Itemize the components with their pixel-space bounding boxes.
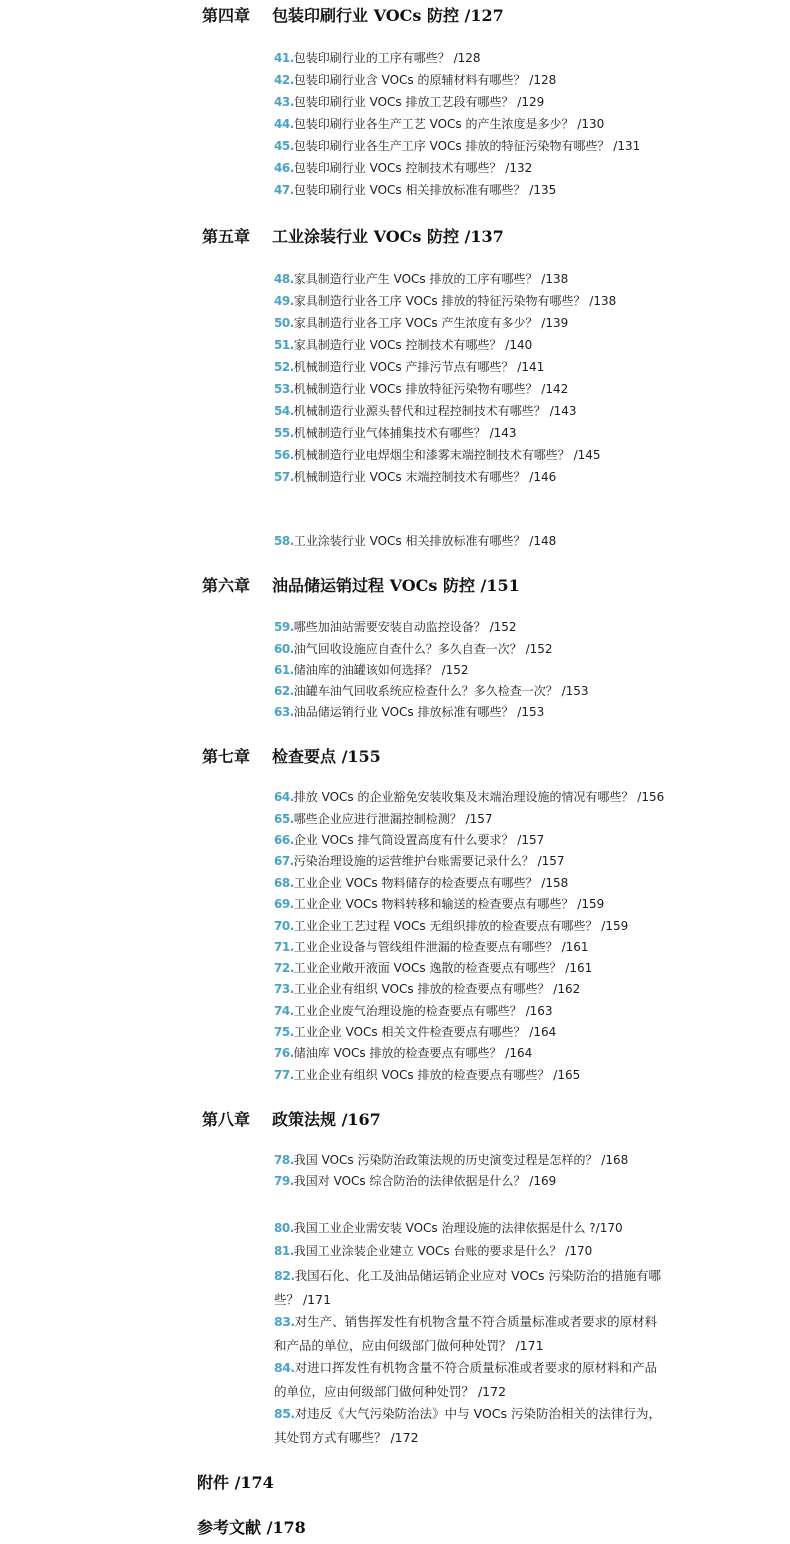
entry-number: 58. xyxy=(274,534,294,548)
chapter-heading xyxy=(202,1109,381,1131)
toc-entry[interactable] xyxy=(274,980,580,998)
toc-entry[interactable] xyxy=(274,788,664,806)
toc-entry[interactable] xyxy=(274,1356,664,1404)
entry-text: 工业企业敞开液面 VOCs 逸散的检查要点有哪些？ /161 xyxy=(293,961,593,975)
toc-entry[interactable] xyxy=(274,661,469,679)
toc-entry[interactable] xyxy=(274,358,544,376)
entry-text: 工业涂装行业 VOCs 相关排放标准有哪些？ /148 xyxy=(293,534,557,548)
toc-entry[interactable] xyxy=(274,1044,532,1062)
toc-entry[interactable] xyxy=(274,852,565,870)
toc-entry[interactable] xyxy=(274,402,577,420)
entry-text: 我国石化、化工及油品储运销企业应对 VOCs 污染防治的措施有哪些？ /171 xyxy=(274,1268,662,1307)
toc-entry[interactable] xyxy=(274,1002,553,1020)
entry-text: 储油库的油罐该如何选择？ /152 xyxy=(293,663,469,677)
entry-number: 67. xyxy=(274,854,294,868)
entry-text: 油气回收设施应自查什么？多久自查一次？ /152 xyxy=(293,642,553,656)
entry-number: 70. xyxy=(274,919,294,933)
entry-number: 76. xyxy=(274,1046,294,1060)
toc-entry[interactable] xyxy=(274,917,628,935)
chapter-heading xyxy=(202,5,504,27)
toc-entry[interactable] xyxy=(274,181,556,199)
entry-number: 62. xyxy=(274,684,294,698)
entry-text: 储油库 VOCs 排放的检查要点有哪些？ /164 xyxy=(293,1046,533,1060)
entry-number: 73. xyxy=(274,982,294,996)
toc-entry[interactable] xyxy=(274,424,517,442)
entry-text: 对违反《大气污染防治法》中与 VOCs 污染防治相关的法律行为，其处罚方式有哪些？ /172 xyxy=(274,1406,662,1445)
toc-entry[interactable] xyxy=(274,1402,664,1450)
toc-entry[interactable] xyxy=(274,1023,556,1041)
entry-number: 57. xyxy=(274,470,294,484)
toc-entry[interactable] xyxy=(274,380,568,398)
entry-number: 41. xyxy=(274,51,294,65)
toc-entry[interactable] xyxy=(274,49,481,67)
toc-entry[interactable] xyxy=(274,959,592,977)
toc-entry[interactable] xyxy=(274,1242,592,1260)
entry-text: 机械制造行业气体捕集技术有哪些？ /143 xyxy=(293,426,517,440)
entry-number: 69. xyxy=(274,897,294,911)
chapter-title: 油品储运销过程 VOCs 防控 /151 xyxy=(272,576,520,595)
entry-text: 企业 VOCs 排气筒设置高度有什么要求？ /157 xyxy=(293,833,545,847)
toc-entry[interactable] xyxy=(274,137,640,155)
entry-text: 机械制造行业 VOCs 末端控制技术有哪些？ /146 xyxy=(293,470,557,484)
toc-entry[interactable] xyxy=(274,270,568,288)
entry-text: 我国对 VOCs 综合防治的法律依据是什么？ /169 xyxy=(293,1174,557,1188)
toc-entry[interactable] xyxy=(274,532,556,550)
toc-entry[interactable] xyxy=(274,71,556,89)
entry-text: 我国 VOCs 污染防治政策法规的历史演变过程是怎样的？ /168 xyxy=(293,1153,629,1167)
entry-text: 工业企业 VOCs 物料转移和输送的检查要点有哪些？ /159 xyxy=(293,897,605,911)
entry-number: 68. xyxy=(274,876,294,890)
entry-number: 65. xyxy=(274,812,294,826)
entry-number: 81. xyxy=(274,1244,294,1258)
entry-text: 包装印刷行业 VOCs 排放工艺段有哪些？ /129 xyxy=(293,95,545,109)
entry-number: 55. xyxy=(274,426,294,440)
toc-entry[interactable] xyxy=(274,446,601,464)
entry-number: 47. xyxy=(274,183,294,197)
entry-text: 机械制造行业 VOCs 排放特征污染物有哪些？ /142 xyxy=(293,382,569,396)
entry-number: 42. xyxy=(274,73,294,87)
entry-text: 家具制造行业各工序 VOCs 排放的特征污染物有哪些？ /138 xyxy=(293,294,617,308)
entry-text: 油品储运销行业 VOCs 排放标准有哪些？ /153 xyxy=(293,705,545,719)
entry-text: 工业企业有组织 VOCs 排放的检查要点有哪些？ /162 xyxy=(293,982,581,996)
toc-entry[interactable] xyxy=(274,468,556,486)
entry-number: 78. xyxy=(274,1153,294,1167)
entry-text: 污染治理设施的运营维护台账需要记录什么？ /157 xyxy=(293,854,565,868)
entry-number: 48. xyxy=(274,272,294,286)
toc-entry[interactable] xyxy=(274,895,604,913)
chapter-label: 第四章 xyxy=(202,6,251,25)
chapter-heading xyxy=(202,226,504,248)
toc-entry[interactable] xyxy=(274,1310,664,1358)
chapter-label: 第八章 xyxy=(202,1110,251,1129)
entry-number: 72. xyxy=(274,961,294,975)
appendix-heading[interactable]: 附件 /174 xyxy=(197,1473,274,1492)
entry-number: 59. xyxy=(274,620,294,634)
entry-number: 64. xyxy=(274,790,294,804)
chapter-title: 工业涂装行业 VOCs 防控 /137 xyxy=(272,227,504,246)
entry-text: 我国工业企业需安装 VOCs 治理设施的法律依据是什么 ?/170 xyxy=(293,1221,623,1235)
toc-entry[interactable] xyxy=(274,93,544,111)
entry-number: 44. xyxy=(274,117,294,131)
chapter-label: 第六章 xyxy=(202,576,251,595)
entry-text: 哪些企业应进行泄漏控制检测？ /157 xyxy=(293,812,493,826)
toc-entry[interactable] xyxy=(274,1066,580,1084)
toc-entry[interactable] xyxy=(274,292,616,310)
entry-number: 61. xyxy=(274,663,294,677)
entry-text: 排放 VOCs 的企业豁免安装收集及末端治理设施的情况有哪些？ /156 xyxy=(293,790,665,804)
entry-text: 工业企业 VOCs 物料储存的检查要点有哪些？ /158 xyxy=(293,876,569,890)
entry-text: 机械制造行业电焊烟尘和漆雾末端控制技术有哪些？ /145 xyxy=(293,448,601,462)
entry-text: 工业企业设备与管线组件泄漏的检查要点有哪些？ /161 xyxy=(293,940,589,954)
entry-number: 60. xyxy=(274,642,294,656)
toc-entry[interactable] xyxy=(274,115,604,133)
entry-number: 66. xyxy=(274,833,294,847)
toc-entry[interactable] xyxy=(274,938,589,956)
toc-entry[interactable] xyxy=(274,1151,628,1169)
entry-text: 对进口挥发性有机物含量不符合质量标准或者要求的原材料和产品的单位，应由何级部门做何种处罚？ /172 xyxy=(274,1360,658,1399)
entry-text: 工业企业工艺过程 VOCs 无组织排放的检查要点有哪些？ /159 xyxy=(293,919,629,933)
entry-text: 家具制造行业产生 VOCs 排放的工序有哪些？ /138 xyxy=(293,272,569,286)
entry-number: 71. xyxy=(274,940,294,954)
toc-entry[interactable] xyxy=(274,314,568,332)
toc-entry[interactable] xyxy=(274,1219,623,1237)
entry-text: 我国工业涂装企业建立 VOCs 台账的要求是什么？ /170 xyxy=(293,1244,593,1258)
entry-number: 50. xyxy=(274,316,294,330)
chapter-title: 包装印刷行业 VOCs 防控 /127 xyxy=(272,6,504,25)
entry-number: 85. xyxy=(274,1406,295,1421)
entry-text: 家具制造行业 VOCs 控制技术有哪些？ /140 xyxy=(293,338,533,352)
chapter-title: 检查要点 /155 xyxy=(272,747,381,766)
entry-text: 工业企业有组织 VOCs 排放的检查要点有哪些？ /165 xyxy=(293,1068,581,1082)
entry-text: 包装印刷行业的工序有哪些？ /128 xyxy=(293,51,481,65)
entry-text: 对生产、销售挥发性有机物含量不符合质量标准或者要求的原材料和产品的单位，应由何级部门做何种处罚？ /171 xyxy=(274,1314,658,1353)
toc-entry[interactable] xyxy=(274,874,568,892)
toc-entry[interactable] xyxy=(274,831,544,849)
entry-number: 84. xyxy=(274,1360,295,1375)
references-heading[interactable]: 参考文献 /178 xyxy=(197,1518,306,1537)
toc-entry[interactable] xyxy=(274,703,544,721)
toc-entry[interactable] xyxy=(274,1172,556,1190)
chapter-label: 第五章 xyxy=(202,227,251,246)
toc-entry[interactable] xyxy=(274,810,493,828)
entry-text: 包装印刷行业含 VOCs 的原辅材料有哪些？ /128 xyxy=(293,73,557,87)
entry-number: 51. xyxy=(274,338,294,352)
entry-number: 56. xyxy=(274,448,294,462)
toc-entry[interactable] xyxy=(274,618,517,636)
entry-number: 45. xyxy=(274,139,294,153)
chapter-heading xyxy=(202,575,520,597)
entry-number: 77. xyxy=(274,1068,294,1082)
entry-text: 包装印刷行业各生产工序 VOCs 排放的特征污染物有哪些？ /131 xyxy=(293,139,641,153)
entry-number: 43. xyxy=(274,95,294,109)
entry-number: 63. xyxy=(274,705,294,719)
entry-number: 79. xyxy=(274,1174,294,1188)
entry-number: 54. xyxy=(274,404,294,418)
entry-text: 包装印刷行业 VOCs 控制技术有哪些？ /132 xyxy=(293,161,533,175)
chapter-title: 政策法规 /167 xyxy=(272,1110,381,1129)
entry-text: 机械制造行业 VOCs 产排污节点有哪些？ /141 xyxy=(293,360,545,374)
entry-text: 哪些加油站需要安装自动监控设备？ /152 xyxy=(293,620,517,634)
entry-number: 46. xyxy=(274,161,294,175)
entry-number: 83. xyxy=(274,1314,295,1329)
entry-number: 74. xyxy=(274,1004,294,1018)
toc-entry[interactable] xyxy=(274,682,589,700)
entry-text: 工业企业废气治理设施的检查要点有哪些？ /163 xyxy=(293,1004,553,1018)
entry-number: 49. xyxy=(274,294,294,308)
toc-entry[interactable] xyxy=(274,640,553,658)
chapter-label: 第七章 xyxy=(202,747,251,766)
toc-entry[interactable] xyxy=(274,336,532,354)
entry-number: 82. xyxy=(274,1268,295,1283)
chapter-heading xyxy=(202,746,381,768)
entry-number: 75. xyxy=(274,1025,294,1039)
entry-number: 80. xyxy=(274,1221,294,1235)
entry-text: 包装印刷行业 VOCs 相关排放标准有哪些？ /135 xyxy=(293,183,557,197)
entry-text: 机械制造行业源头替代和过程控制技术有哪些？ /143 xyxy=(293,404,577,418)
entry-text: 油罐车油气回收系统应检查什么？多久检查一次？ /153 xyxy=(293,684,589,698)
entry-text: 包装印刷行业各生产工艺 VOCs 的产生浓度是多少？ /130 xyxy=(293,117,605,131)
entry-text: 工业企业 VOCs 相关文件检查要点有哪些？ /164 xyxy=(293,1025,557,1039)
entry-number: 52. xyxy=(274,360,294,374)
toc-entry[interactable] xyxy=(274,1264,664,1312)
entry-text: 家具制造行业各工序 VOCs 产生浓度有多少？ /139 xyxy=(293,316,569,330)
toc-entry[interactable] xyxy=(274,159,532,177)
entry-number: 53. xyxy=(274,382,294,396)
